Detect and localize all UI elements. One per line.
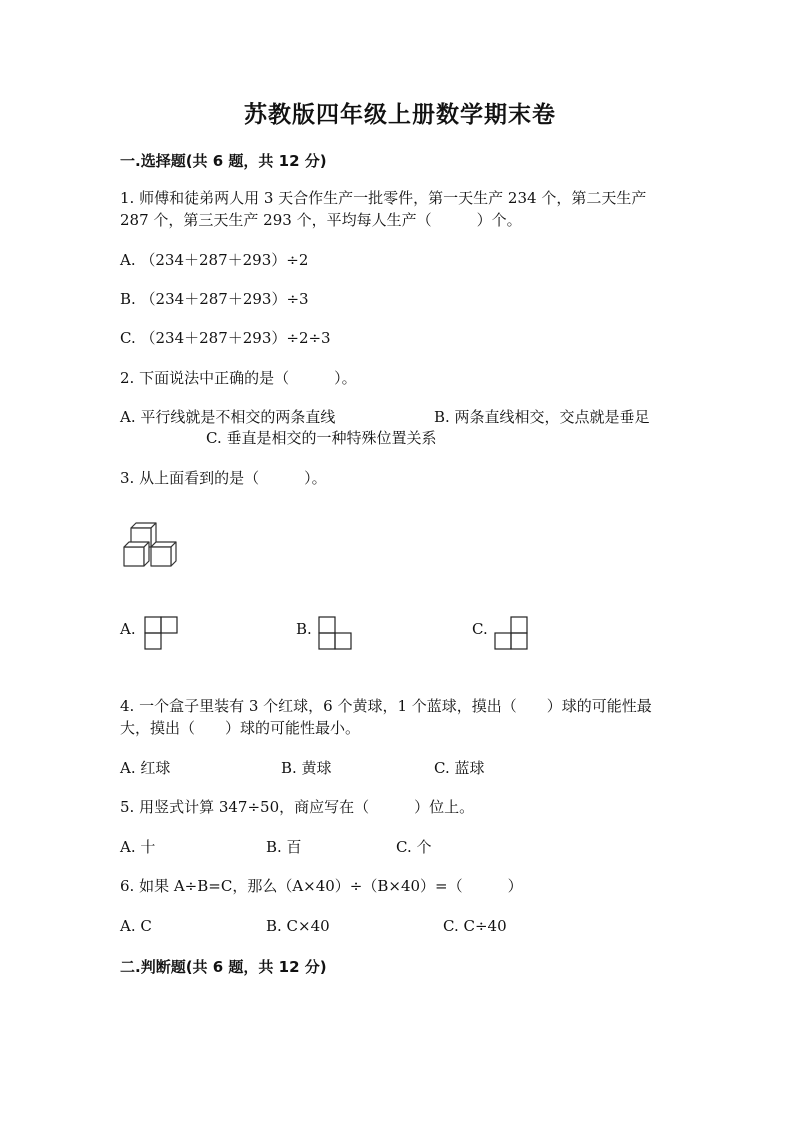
question-6-stem: 6. 如果 A÷B=C，那么（A×40）÷（B×40）=（ ）: [120, 877, 523, 895]
question-2-option-a: A. 平行线就是不相交的两条直线: [120, 408, 336, 426]
question-4-option-b: B. 黄球: [281, 759, 332, 777]
question-5-option-a: A. 十: [120, 838, 156, 856]
question-1-option-b: B. （234＋287＋293）÷3: [120, 290, 309, 308]
question-2-stem: 2. 下面说法中正确的是（ ）。: [120, 369, 357, 387]
option-b-view-diagram: [318, 616, 352, 650]
question-3-option-a-label: A.: [120, 620, 136, 638]
page-title: 苏教版四年级上册数学期末卷: [244, 101, 556, 128]
question-3-stem: 3. 从上面看到的是（ ）。: [120, 469, 327, 487]
question-1-option-a: A. （234＋287＋293）÷2: [120, 251, 309, 269]
question-1-line-1: 1. 师傅和徒弟两人用 3 天合作生产一批零件，第一天生产 234 个，第二天生产: [120, 189, 647, 207]
question-4-option-a: A. 红球: [120, 759, 171, 777]
question-6-option-a: A. C: [120, 917, 152, 935]
question-4-line-1: 4. 一个盒子里装有 3 个红球，6 个黄球，1 个蓝球，摸出（ ）球的可能性最: [120, 697, 652, 715]
question-4-line-2: 大，摸出（ ）球的可能性最小。: [120, 719, 361, 737]
question-6-option-c: C. C÷40: [443, 917, 507, 935]
cube-stack-figure: [120, 522, 182, 568]
question-4-option-c: C. 蓝球: [434, 759, 485, 777]
question-2-option-b: B. 两条直线相交，交点就是垂足: [434, 408, 650, 426]
question-1-line-2: 287 个，第三天生产 293 个，平均每人生产（ ）个。: [120, 211, 522, 229]
question-5-stem: 5. 用竖式计算 347÷50，商应写在（ ）位上。: [120, 798, 475, 816]
section-heading-choice: 一.选择题(共 6 题，共 12 分): [120, 152, 327, 170]
question-5-option-c: C. 个: [396, 838, 432, 856]
question-2-option-c: C. 垂直是相交的一种特殊位置关系: [206, 429, 437, 447]
option-a-view-diagram: [144, 616, 178, 650]
question-5-option-b: B. 百: [266, 838, 302, 856]
option-c-view-diagram: [494, 616, 528, 650]
question-6-option-b: B. C×40: [266, 917, 330, 935]
question-3-option-b-label: B.: [296, 620, 312, 638]
question-3-option-c-label: C.: [472, 620, 488, 638]
section-heading-true-false: 二.判断题(共 6 题，共 12 分): [120, 958, 327, 976]
question-1-option-c: C. （234＋287＋293）÷2÷3: [120, 329, 331, 347]
